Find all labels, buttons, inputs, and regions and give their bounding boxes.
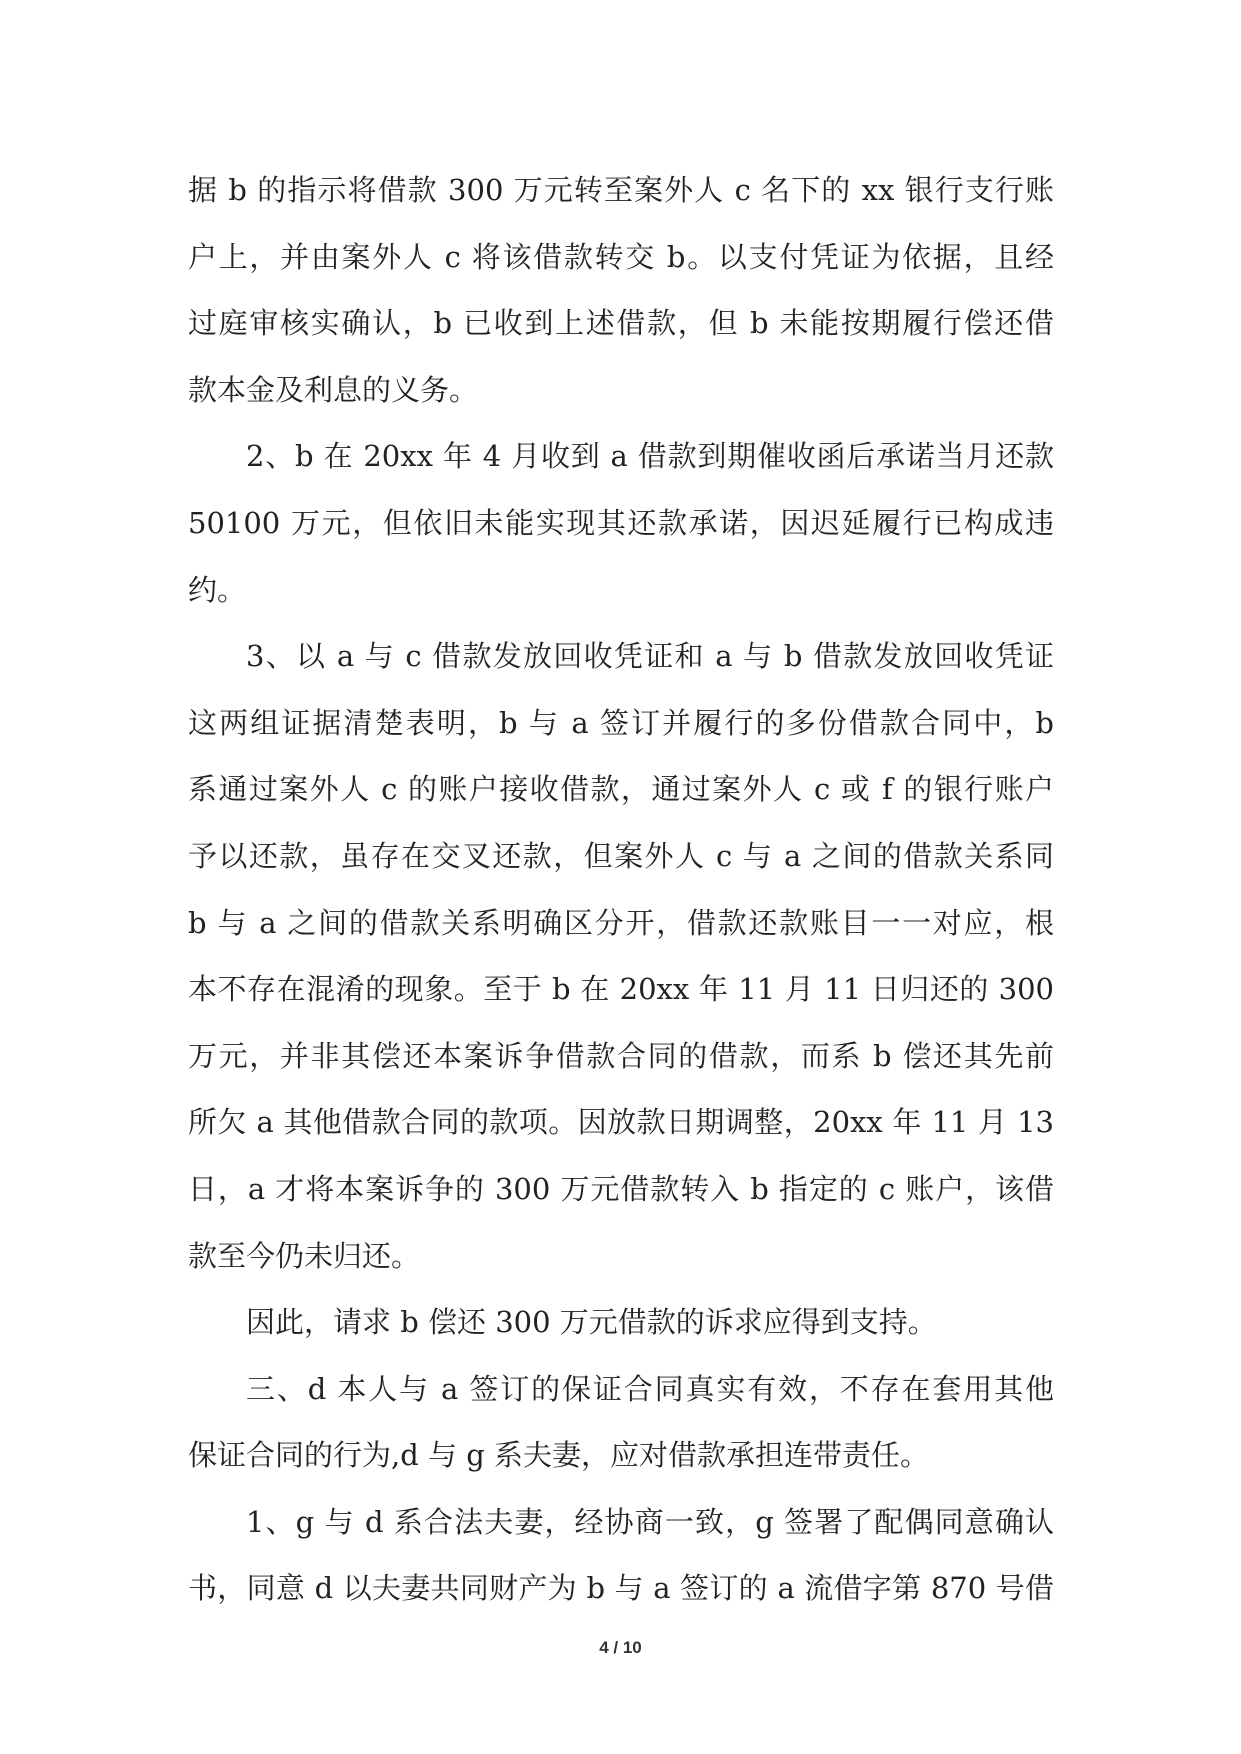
- text-line: 本不存在混淆的现象。至于 b 在 20xx 年 11 月 11 日归还的 300: [188, 972, 1054, 1007]
- text-line: 保证合同的行为,d 与 g 系夫妻，应对借款承担连带责任。: [188, 1438, 930, 1473]
- text-line: 2、b 在 20xx 年 4 月收到 a 借款到期催收函后承诺当月还款: [246, 439, 1054, 474]
- page-number: 4 / 10: [599, 1638, 642, 1657]
- text-line: 3、以 a 与 c 借款发放回收凭证和 a 与 b 借款发放回收凭证: [246, 639, 1054, 674]
- text-line: 约。: [188, 572, 247, 607]
- text-line: 万元，并非其偿还本案诉争借款合同的借款，而系 b 偿还其先前: [188, 1038, 1054, 1073]
- document-body: [188, 157, 1054, 1622]
- text-line: 系通过案外人 c 的账户接收借款，通过案外人 c 或 f 的银行账户: [188, 772, 1054, 807]
- text-line: 户上，并由案外人 c 将该借款转交 b。以支付凭证为依据，且经: [188, 239, 1054, 274]
- text-line: 款至今仍未归还。: [188, 1238, 421, 1273]
- text-line: 予以还款，虽存在交叉还款，但案外人 c 与 a 之间的借款关系同: [188, 838, 1054, 873]
- text-line: 书，同意 d 以夫妻共同财产为 b 与 a 签订的 a 流借字第 870 号借: [188, 1571, 1054, 1606]
- text-line: 日，a 才将本案诉争的 300 万元借款转入 b 指定的 c 账户，该借: [188, 1171, 1054, 1206]
- text-line: b 与 a 之间的借款关系明确区分开，借款还款账目一一对应，根: [188, 905, 1054, 940]
- text-line: 这两组证据清楚表明，b 与 a 签订并履行的多份借款合同中，b: [188, 705, 1054, 740]
- text-line: 1、g 与 d 系合法夫妻，经协商一致，g 签署了配偶同意确认: [246, 1504, 1054, 1539]
- text-line: 据 b 的指示将借款 300 万元转至案外人 c 名下的 xx 银行支行账: [188, 173, 1054, 207]
- text-line: 因此，请求 b 偿还 300 万元借款的诉求应得到支持。: [246, 1305, 937, 1340]
- text-line: 所欠 a 其他借款合同的款项。因放款日期调整，20xx 年 11 月 13: [188, 1105, 1054, 1140]
- text-line: 三、d 本人与 a 签订的保证合同真实有效，不存在套用其他: [246, 1371, 1054, 1406]
- text-line: 过庭审核实确认，b 已收到上述借款，但 b 未能按期履行偿还借: [188, 306, 1054, 341]
- text-line: 50100 万元，但依旧未能实现其还款承诺，因迟延履行已构成违: [188, 505, 1054, 540]
- text-line: 款本金及利息的义务。: [188, 372, 479, 407]
